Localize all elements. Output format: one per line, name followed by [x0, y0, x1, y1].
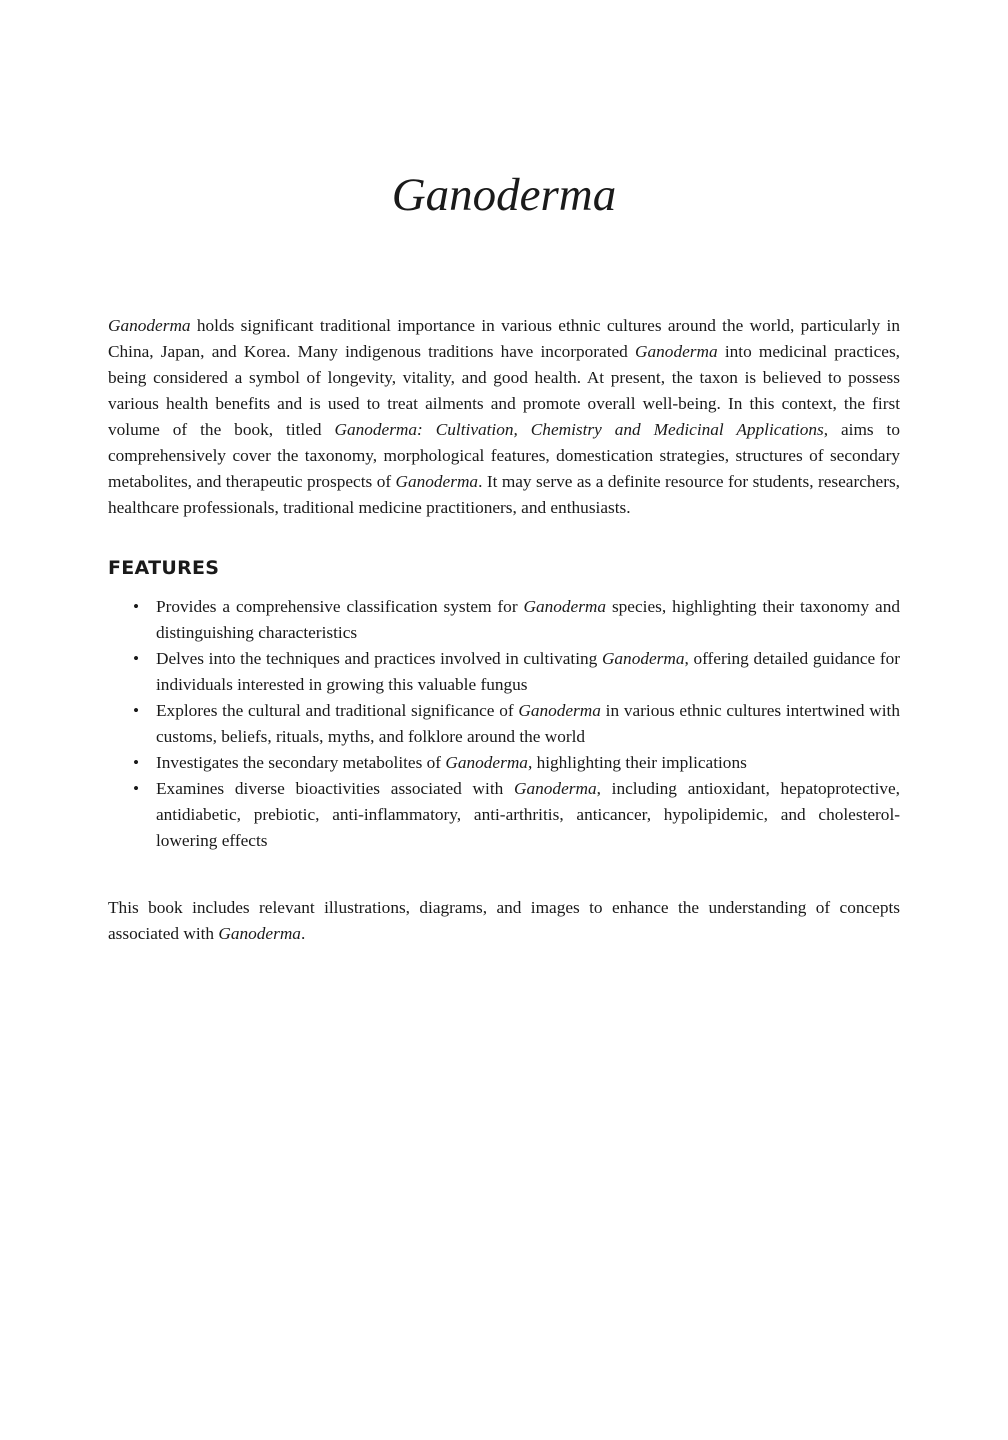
feature-text: species, highlighting their taxonomy and distinguishing characteristics [156, 597, 900, 642]
intro-book-title: Ganoderma: Cultivation, Chemistry and Medicinal Applications [334, 420, 824, 440]
features-list [108, 594, 900, 854]
intro-paragraph [108, 313, 900, 521]
feature-text: , offering detailed guidance for individuals interested in growing this valuable fungus [156, 649, 900, 694]
intro-italic-2: Ganoderma [635, 342, 718, 362]
feature-item [108, 594, 900, 646]
outro-italic: Ganoderma [218, 924, 301, 944]
feature-item [108, 776, 900, 854]
book-title: Ganoderma [391, 169, 617, 221]
feature-item [108, 646, 900, 698]
feature-text: Investigates the secondary metabolites of [156, 753, 446, 772]
intro-text-3: , aims to comprehensively cover the taxonomy, morphological features, domestication strategies, structures of secondary metabolites, and therapeutic prospects of [108, 420, 900, 492]
feature-text: , highlighting their implications [527, 753, 747, 772]
feature-italic: Ganoderma [601, 649, 685, 668]
intro-text-1: holds significant traditional importance in various ethnic cultures around the world, particularly in China, Japan, and Korea. Many indigenous traditions have incorporated [108, 316, 900, 362]
features-heading: FEATURES [108, 557, 220, 579]
feature-italic: Ganoderma [518, 701, 601, 720]
feature-italic: Ganoderma [445, 753, 528, 772]
bullet-icon: • [132, 649, 140, 668]
feature-text: Provides a comprehensive classification system for [156, 597, 524, 616]
bullet-icon: • [132, 597, 140, 616]
outro-text-2: . [300, 924, 306, 944]
closing-paragraph [108, 895, 900, 947]
feature-text: in various ethnic cultures intertwined with customs, beliefs, rituals, myths, and folklore around the world [156, 701, 900, 746]
feature-item [108, 750, 900, 776]
feature-italic: Ganoderma [514, 779, 597, 798]
bullet-icon: • [132, 753, 140, 772]
feature-item [108, 698, 900, 750]
bullet-icon: • [132, 779, 140, 798]
feature-text: Delves into the techniques and practices involved in cultivating [156, 649, 602, 668]
feature-italic: Ganoderma [523, 597, 607, 616]
outro-text-1: This book includes relevant illustrations, diagrams, and images to enhance the understanding of concepts associated with [108, 898, 900, 944]
feature-text: , including antioxidant, hepatoprotective, antidiabetic, prebiotic, anti-inflammatory, anti-arthritis, anticancer, hypolipidemic, and cholesterol-lowering effects [156, 779, 900, 850]
bullet-icon: • [132, 701, 140, 720]
feature-text: Examines diverse bioactivities associated with [156, 779, 515, 798]
intro-italic-1: Ganoderma [108, 316, 191, 336]
intro-text-2: into medicinal practices, being considered a symbol of longevity, vitality, and good health. At present, the taxon is believed to possess various health benefits and is used to treat ailments and promote overall well-being. In this context, the first volume of the book, titled [108, 342, 900, 440]
intro-text-4: . It may serve as a definite resource for students, researchers, healthcare professionals, traditional medicine practitioners, and enthusiasts. [108, 472, 900, 518]
feature-text: Explores the cultural and traditional significance of [156, 701, 519, 720]
intro-italic-3: Ganoderma [395, 472, 479, 492]
